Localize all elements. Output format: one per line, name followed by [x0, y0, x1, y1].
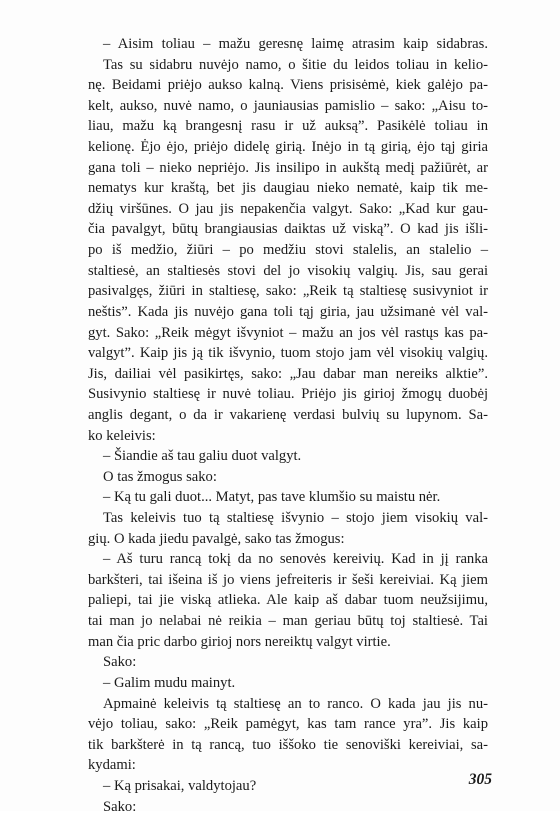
- text-line: vėjo toliau, sako: „Reik pamėgyt, kas tam rance yra”. Jis kaip: [88, 716, 488, 733]
- text-line: – Šiandie aš tau galiu duot valgyt.: [103, 448, 302, 465]
- text-line: – Aisim toliau – mažu geresnę laimę atrasim kaip sidabras.: [103, 36, 488, 52]
- text-line: paliepi, tai jie viską atlieka. Ale kaip aš dabar tuom neužsijimu,: [88, 592, 488, 609]
- text-line: liau, mažu ką brangesnį rasu ir už auksą”. Pasikėlė toliau in: [88, 118, 488, 135]
- text-line: tai man jo nelabai nė reikia – man geriau būtų toj staltiesė. Tai: [88, 613, 488, 630]
- text-line: valgyt”. Kaip jis ją tik išvyniо, tuom stojo jam vėl visokių valgių.: [88, 345, 488, 362]
- text-line: – Ką tu gali duot... Matyt, pas tave klumšio su maistu nėr.: [103, 489, 441, 506]
- text-line: gyt. Sako: „Reik mėgyt išvyniot – mažu an jos vėl rastųs kas pa-: [88, 324, 488, 341]
- text-line: staltiesė, an staltiesės stovi del jo visokių valgių. Jis, sau gerai: [88, 262, 488, 279]
- text-line: barkšteri, tai išeina iš jo viens jefreiteris ir šeši kereiviai. Ką jiem: [88, 571, 488, 588]
- text-line: neštis”. Kada jis nuvėjo gana toli tąj giria, jau užsimanė vėl val-: [88, 303, 488, 320]
- text-line: Sako:: [103, 654, 137, 671]
- page-number: 305: [468, 771, 492, 788]
- text-line: man čia pric darbo girioj nors nereiktų valgyt virtie.: [88, 633, 391, 650]
- text-line: kydami:: [88, 757, 136, 774]
- text-line: O tas žmogus sako:: [103, 468, 217, 485]
- text-line: čia pavalgyt, būtų brangiausias daiktas už viską”. O kad jis išli-: [88, 221, 488, 238]
- text-line: Apmainė keleivis tą staltiesę an to ranco. O kada jau jis nu-: [103, 695, 488, 712]
- text-line: pasivalgęs, žiūri in staltiesę, sako: „Reik tą staltiesę susivyniot ir: [88, 283, 488, 300]
- text-line: nę. Beidami priėjo aukso kalną. Viens prisisėmė, kiek galėjo pa-: [88, 77, 488, 94]
- text-line: gana toli – nieko nepriėjo. Jis insilipo in aukštą medį pažiūrėt, ar: [88, 159, 488, 176]
- text-line: po iš medžio, žiūri – po medžiu stovi stalelis, an stalelio –: [88, 242, 488, 259]
- text-line: Jis, dailiai vėl pasikirtęs, sako: „Jau dabar man nereiks alktie”.: [88, 365, 488, 382]
- text-line: nematys kur kraštą, bet jis daugiau nieko nematė, kaip tik me-: [88, 180, 488, 197]
- text-line: Susivynio staltiesę ir nuvė toliau. Priėjo jis girioj žmogų duobėj: [88, 386, 488, 403]
- text-line: – Ką prisakai, valdytojau?: [103, 777, 257, 794]
- text-line: Sako:: [103, 798, 137, 815]
- text-line: – Aš turu rancą tokį da no senovės kereivių. Kad in jį ranka: [103, 551, 488, 568]
- text-line: tik barkšterė in tą rancą, tuo iššoko tie senoviški kereiviai, sa-: [88, 736, 488, 753]
- text-line: ko keleivis:: [88, 427, 156, 444]
- text-line: kelt, aukso, nuvė namo, o jauniausias pamislio – sako: „Aisu to-: [88, 97, 488, 114]
- text-line: džių viršūnes. O jau jis nepakenčia valgyt. Sako: „Kad kur gau-: [88, 200, 488, 217]
- text-line: kelionę. Ėjo ėjo, priėjo didelę girią. Inėjo in tą girią, ėjo tąj giria: [88, 139, 488, 156]
- text-line: gių. O kada jiedu pavalgė, sako tas žmogus:: [88, 530, 345, 547]
- page-text: [88, 34, 488, 817]
- text-line: – Galim mudu mainyt.: [103, 674, 236, 691]
- text-line: anglis degant, o da ir vakarienę verdasi bulvių su lupynom. Sa-: [88, 406, 488, 423]
- text-line: Tas su sidabru nuvėjo namo, o šitie du leidos toliau in kelio-: [103, 56, 488, 73]
- text-line: Tas keleivis tuo tą staltiesę išvynio – stojo jiem visokių val-: [103, 510, 488, 527]
